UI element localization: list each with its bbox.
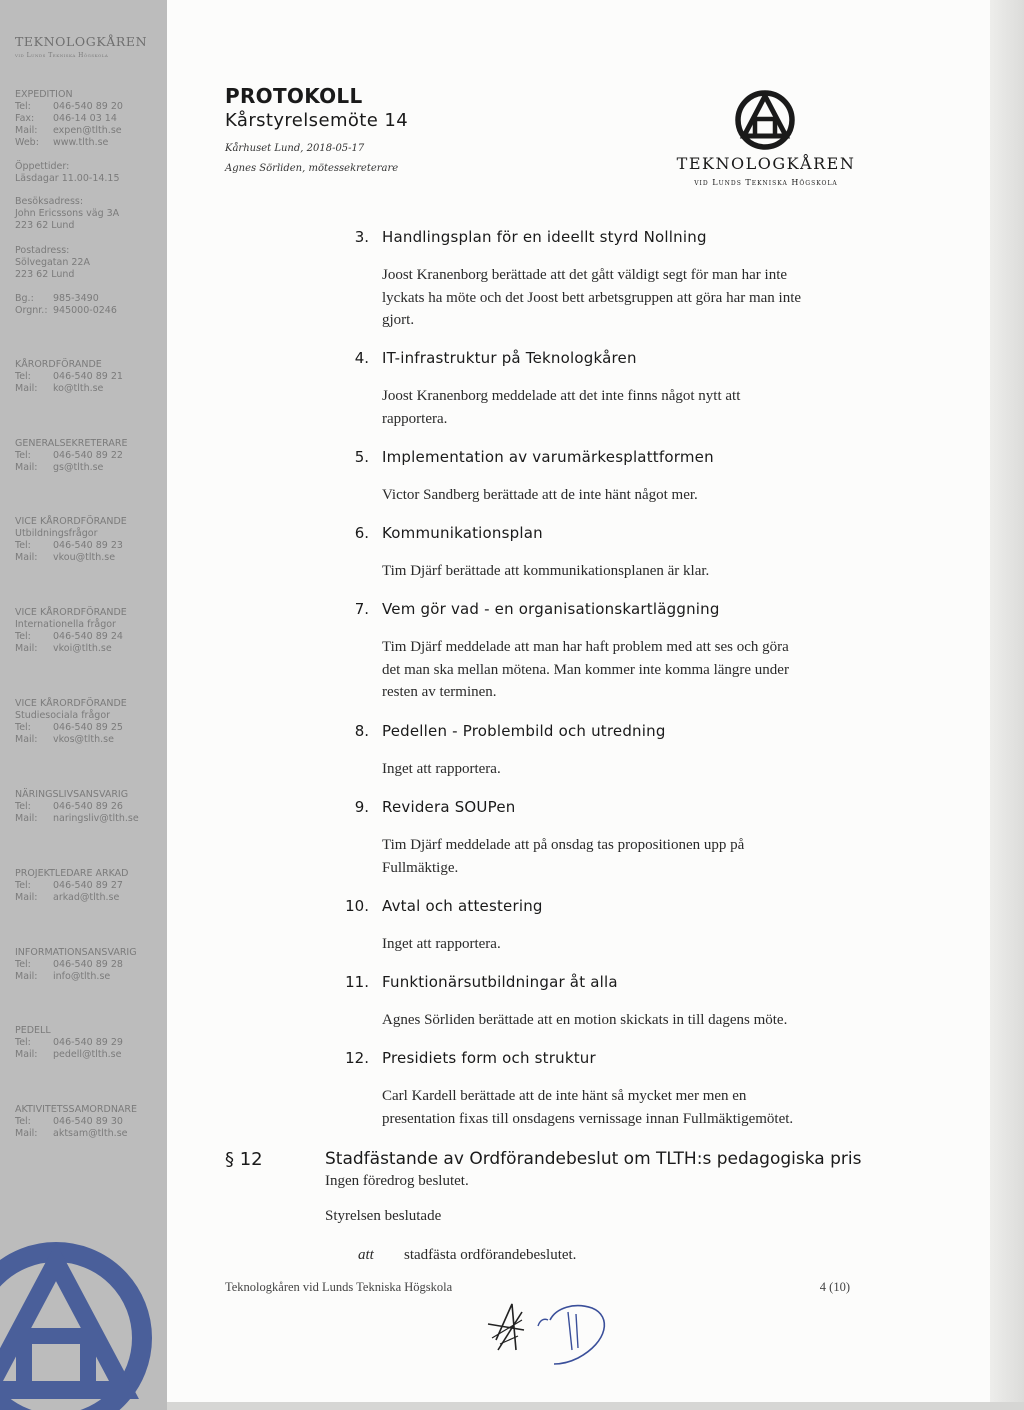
sidebar-logo-icon — [0, 1240, 154, 1410]
contact-tel: Tel: 046-540 89 29 — [15, 1037, 123, 1048]
contact-mail[interactable]: Mail: vkou@tlth.se — [15, 552, 116, 563]
agenda-item-number: 3. — [354, 228, 369, 246]
contact-title: PROJEKTLEDARE ARKAD — [15, 868, 129, 879]
footer-org: Teknologkåren vid Lunds Tekniska Högskola — [225, 1280, 453, 1294]
hours-title: Öppettider: — [15, 161, 70, 172]
contact-tel: Tel: 046-540 89 25 — [15, 722, 123, 733]
agenda-item-body — [382, 834, 862, 879]
sidebar-org-name: TEKNOLOGKÅREN — [15, 34, 148, 49]
hours-value: Läsdagar 11.00-14.15 — [15, 173, 120, 184]
sidebar-contact — [15, 947, 165, 983]
agenda-item-title: Revidera SOUPen — [382, 798, 516, 816]
agenda-item-body — [382, 264, 862, 332]
body-line: Tim Djärf berättade att kommunikationsplanen är klar. — [382, 563, 710, 579]
agenda-item-number: 6. — [354, 524, 369, 542]
letterhead-sidebar — [0, 0, 167, 1410]
contact-tel: Tel: 046-540 89 24 — [15, 631, 123, 642]
body-line: Joost Kranenborg berättade att det gått väldigt segt för man har inte — [382, 267, 788, 283]
sidebar-contact — [15, 516, 165, 564]
body-line: Fullmäktige. — [382, 859, 459, 876]
visit-title: Besöksadress: — [15, 196, 84, 207]
contact-tel: Tel: 046-540 89 30 — [15, 1116, 123, 1127]
logo-org-name: TEKNOLOGKÅREN — [676, 154, 856, 173]
body-line: det man ska mellan mötena. Man kommer inte komma längre under — [382, 661, 789, 678]
visit-line2: 223 62 Lund — [15, 220, 75, 231]
bankgiro: Bg.: 985-3490 — [15, 293, 99, 304]
agenda-item-body — [382, 636, 862, 704]
decision-text: stadfästa ordförandebeslutet. — [404, 1247, 577, 1263]
agenda-item-number: 4. — [354, 349, 369, 367]
agenda-item-title: Implementation av varumärkesplattformen — [382, 448, 714, 466]
body-line: Tim Djärf meddelade att på onsdag tas propositionen upp på — [382, 837, 745, 853]
body-line: gjort. — [382, 312, 415, 328]
meeting-title: Kårstyrelsemöte 14 — [225, 110, 409, 131]
orgnr: Orgnr.: 945000-0246 — [15, 305, 117, 316]
body-line: rapportera. — [382, 410, 448, 427]
sidebar-visit-address — [15, 196, 165, 232]
sidebar-org-subtitle: vid Lunds Tekniska Högskola — [15, 52, 109, 59]
agenda-item-number: 11. — [345, 973, 369, 991]
post-line1: Sölvegatan 22A — [15, 257, 90, 268]
page-edge — [990, 0, 1024, 1410]
sidebar-contact — [15, 1025, 165, 1061]
agenda-item-body — [382, 560, 862, 583]
meeting-place-date: Kårhuset Lund, 2018-05-17 — [225, 143, 365, 154]
agenda-item-title: Vem gör vad - en organisationskartläggning — [382, 600, 720, 618]
contact-subtitle: Internationella frågor — [15, 619, 116, 630]
agenda-item-number: 8. — [354, 722, 369, 740]
sidebar-contact — [15, 698, 165, 746]
contact-mail[interactable]: Mail: pedell@tlth.se — [15, 1049, 122, 1060]
agenda-item-number: 7. — [354, 600, 369, 618]
sidebar-ids — [15, 293, 165, 317]
visit-line1: John Ericssons väg 3A — [15, 208, 120, 219]
body-line: presentation fixas till onsdagens vernissage innan Fullmäktigemötet. — [382, 1110, 794, 1127]
contact-mail[interactable]: Mail: vkoi@tlth.se — [15, 643, 112, 654]
body-line: resten av terminen. — [382, 684, 497, 700]
body-line: Joost Kranenborg meddelade att det inte finns något nytt att — [382, 388, 741, 404]
contact-title: AKTIVITETSSAMORDNARE — [15, 1104, 138, 1115]
contact-title: VICE KÅRORDFÖRANDE — [15, 698, 127, 709]
agenda-item-body — [382, 484, 862, 507]
post-title: Postadress: — [15, 245, 70, 256]
agenda-item-body — [382, 933, 862, 956]
contact-title: INFORMATIONSANSVARIG — [15, 947, 137, 958]
agenda-item-body — [382, 758, 862, 781]
contact-title: VICE KÅRORDFÖRANDE — [15, 607, 127, 618]
body-line: lyckats ha möte och det Joost bett arbetsgruppen att göra har man inte — [382, 289, 802, 306]
agenda-item-title: Funktionärsutbildningar åt alla — [382, 973, 618, 991]
section-line2: Styrelsen beslutade — [325, 1208, 442, 1224]
sidebar-hours — [15, 161, 165, 185]
contact-tel: Tel: 046-540 89 21 — [15, 371, 123, 382]
sidebar-contact — [15, 359, 165, 395]
decision-att: att — [358, 1247, 374, 1263]
body-line: Agnes Sörliden berättade att en motion skickats in till dagens möte. — [382, 1012, 788, 1028]
logo-tagline: vid Lunds Tekniska Högskola — [694, 178, 838, 187]
sidebar-post-address — [15, 245, 165, 281]
body-line: Victor Sandberg berättade att de inte hänt något mer. — [382, 487, 698, 503]
contact-tel: Tel: 046-540 89 27 — [15, 880, 123, 891]
agenda-item-title: Kommunikationsplan — [382, 524, 543, 542]
contact-mail[interactable]: Mail: aktsam@tlth.se — [15, 1128, 128, 1139]
contact-tel: Tel: 046-540 89 26 — [15, 801, 123, 812]
agenda-item-number: 5. — [354, 448, 369, 466]
contact-subtitle: Utbildningsfrågor — [15, 528, 98, 539]
sidebar-contact — [15, 438, 165, 474]
expedition-fax: Fax: 046-14 03 14 — [15, 113, 117, 124]
section-title: Stadfästande av Ordförandebeslut om TLTH:s pedagogiska pris — [325, 1149, 862, 1169]
contact-mail[interactable]: Mail: arkad@tlth.se — [15, 892, 120, 903]
contact-title: PEDELL — [15, 1025, 51, 1036]
teknologkaren-logo-icon — [733, 88, 797, 152]
contact-mail[interactable]: Mail: naringsliv@tlth.se — [15, 813, 139, 824]
expedition-title: EXPEDITION — [15, 89, 73, 100]
body-line: Inget att rapportera. — [382, 936, 501, 952]
meeting-secretary: Agnes Sörliden, mötessekreterare — [225, 163, 399, 174]
agenda-item-body — [382, 1085, 862, 1130]
post-line2: 223 62 Lund — [15, 269, 75, 280]
sidebar-contact — [15, 607, 165, 655]
agenda-item-title: Handlingsplan för en ideellt styrd Nollning — [382, 228, 707, 246]
sidebar-contact — [15, 789, 165, 825]
body-line: Tim Djärf meddelade att man har haft problem med att ses och göra — [382, 639, 789, 655]
contact-subtitle: Studiesociala frågor — [15, 710, 111, 721]
agenda-item-number: 9. — [354, 798, 369, 816]
page-number: 4 (10) — [819, 1280, 850, 1294]
expedition-mail: Mail: expen@tlth.se — [15, 125, 122, 136]
body-line: Carl Kardell berättade att de inte hänt så mycket mer men en — [382, 1088, 747, 1104]
agenda-item-number: 10. — [345, 897, 369, 915]
contact-mail[interactable]: Mail: gs@tlth.se — [15, 462, 104, 473]
sidebar-contact — [15, 1104, 165, 1140]
contact-title: VICE KÅRORDFÖRANDE — [15, 516, 127, 527]
contact-tel: Tel: 046-540 89 28 — [15, 959, 123, 970]
handwritten-signatures — [478, 1290, 628, 1370]
section-number: § 12 — [225, 1149, 263, 1170]
agenda-item-title: IT-infrastruktur på Teknologkåren — [382, 349, 637, 367]
body-line: Inget att rapportera. — [382, 761, 501, 777]
contact-mail[interactable]: Mail: ko@tlth.se — [15, 383, 104, 394]
expedition-tel: Tel: 046-540 89 20 — [15, 101, 123, 112]
contact-tel: Tel: 046-540 89 22 — [15, 450, 123, 461]
section-line1: Ingen föredrog beslutet. — [325, 1173, 469, 1189]
contact-mail[interactable]: Mail: info@tlth.se — [15, 971, 111, 982]
agenda-item-body — [382, 1009, 862, 1032]
contact-tel: Tel: 046-540 89 23 — [15, 540, 123, 551]
agenda-item-body — [382, 385, 862, 430]
contact-title: KÅRORDFÖRANDE — [15, 359, 102, 370]
agenda-item-title: Avtal och attestering — [382, 897, 543, 915]
document-type: PROTOKOLL — [225, 84, 363, 108]
agenda-item-title: Presidiets form och struktur — [382, 1049, 596, 1067]
sidebar-contact — [15, 868, 165, 904]
sidebar-expedition — [15, 89, 165, 149]
contact-title: NÄRINGSLIVSANSVARIG — [15, 789, 129, 800]
contact-mail[interactable]: Mail: vkos@tlth.se — [15, 734, 114, 745]
agenda-item-title: Pedellen - Problembild och utredning — [382, 722, 666, 740]
expedition-web: Web: www.tlth.se — [15, 137, 109, 148]
agenda-item-number: 12. — [345, 1049, 369, 1067]
contact-title: GENERALSEKRETERARE — [15, 438, 128, 449]
